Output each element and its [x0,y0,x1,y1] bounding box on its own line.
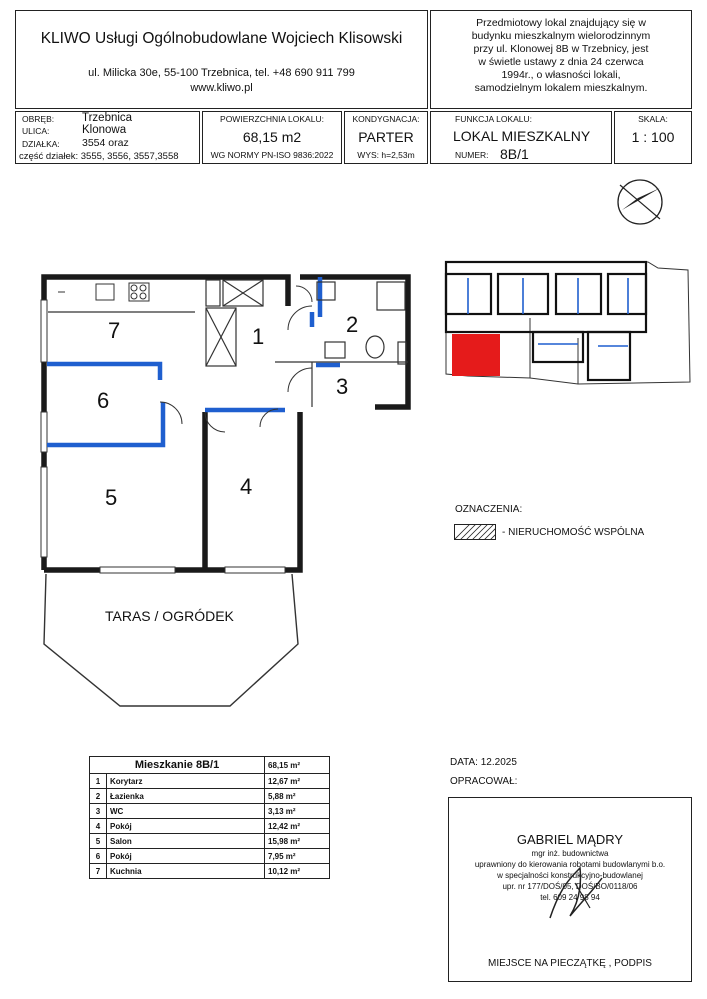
table-row [90,834,330,849]
room-number-5: 5 [105,485,118,510]
row-no: 4 [90,819,107,834]
notice-line-4: w świetle ustawy z dnia 24 czerwca [478,56,644,68]
prepared-label: OPRACOWAŁ: [450,776,518,787]
hatched-swatch-icon [454,524,496,540]
table-row [90,819,330,834]
number-label: NUMER: [455,150,489,160]
ulica-label: ULICA: [22,126,50,136]
function-label: FUNKCJA LOKALU: [455,114,532,124]
row-area: 5,88 m² [265,789,330,804]
row-name: Korytarz [107,774,265,789]
rooms-table [89,756,330,879]
apartment-title: Mieszkanie 8B/1 [90,757,265,774]
table-row [90,864,330,879]
row-area: 3,13 m² [265,804,330,819]
row-name: Pokój [107,819,265,834]
terrace-label: TARAS / OGRÓDEK [105,608,234,624]
notice-line-3: przy ul. Klonowej 8B w Trzebnicy, jest [473,43,649,55]
table-row [90,789,330,804]
rooms-table-wrap [89,756,330,879]
row-name: Kuchnia [107,864,265,879]
header-company-box [15,10,428,109]
key-plan-highlight [452,334,500,376]
terrace-outline [44,574,298,706]
row-no: 1 [90,774,107,789]
engineer-name: GABRIEL MĄDRY [516,832,624,847]
room-number-1: 1 [252,324,265,349]
number-value: 8B/1 [500,146,529,162]
area-value: 68,15 m2 [242,129,302,145]
room-number-4: 4 [240,474,253,499]
row-name: Pokój [107,849,265,864]
apartment-total: 68,15 m² [265,757,330,774]
engineer-line-5: tel. 609 24 98 94 [540,893,600,902]
area-norm: WG NORMY PN-ISO 9836:2022 [210,150,334,160]
engineer-line-2: uprawniony do kierowania robotami budowlanymi b.o. [474,860,666,869]
area-label: POWIERZCHNIA LOKALU: [220,114,324,124]
notice-line-2: budynku mieszkalnym wielorodzinnym [471,30,651,42]
ulica-value: Klonowa [82,124,127,136]
row-area: 15,98 m² [265,834,330,849]
dzialka-label: DZIAŁKA: [22,139,60,149]
company-website: www.kliwo.pl [190,82,253,94]
row-name: WC [107,804,265,819]
engineer-line-4: upr. nr 177/DOŚ/05, DOŚ/BO/0118/06 [502,882,638,891]
legend-item: - NIERUCHOMOŚĆ WSPÓLNA [502,527,645,538]
row-area: 10,12 m² [265,864,330,879]
function-value: LOKAL MIESZKALNY [453,128,591,144]
room-number-7: 7 [108,318,121,343]
czesc-dzialek: część działek: 3555, 3556, 3557,3558 [19,151,179,162]
floor-value: PARTER [358,129,414,145]
room-number-6: 6 [97,388,110,413]
table-row [90,849,330,864]
date-label: DATA: 12.2025 [450,757,517,768]
stamp-place-label: MIEJSCE NA PIECZĄTKĘ , PODPIS [488,958,652,969]
row-area: 7,95 m² [265,849,330,864]
row-no: 7 [90,864,107,879]
row-no: 3 [90,804,107,819]
company-address: ul. Milicka 30e, 55-100 Trzebnica, tel. +48 690 911 799 [88,67,355,79]
table-row [90,774,330,789]
engineer-line-1: mgr inż. budownictwa [531,849,609,858]
row-no: 2 [90,789,107,804]
rooms-table-header [90,757,330,774]
notice-line-6: samodzielnym lokalem mieszkalnym. [474,82,648,94]
key-plan [438,258,693,388]
row-no: 6 [90,849,107,864]
scale-value: 1 : 100 [631,129,675,145]
legend-title: OZNACZENIA: [455,504,523,515]
room-number-3: 3 [336,374,349,399]
scale-label: SKALA: [638,114,668,124]
company-name: KLIWO Usługi Ogólnobudowlane Wojciech Klisowski [40,30,403,47]
row-area: 12,67 m² [265,774,330,789]
kitchen-appliances [58,283,149,301]
row-name: Salon [107,834,265,849]
notice-line-5: 1994r., o własności lokali, [501,69,621,81]
handwritten-signature [540,858,610,928]
engineer-line-3: w specjalności konstrukcyjno-budowlanej [497,871,643,880]
obreb-label: OBRĘB: [22,114,55,124]
row-area: 12,42 m² [265,819,330,834]
floor-plan [30,272,430,712]
dzialka-value: 3554 oraz [82,137,129,149]
room-number-2: 2 [346,312,359,337]
row-name: Łazienka [107,789,265,804]
north-arrow-icon [614,176,666,228]
floor-height: WYS: h=2,53m [357,150,415,160]
obreb-value: Trzebnica [82,112,133,124]
notice-line-1: Przedmiotowy lokal znajdujący się w [476,17,646,29]
row-no: 5 [90,834,107,849]
floor-label: KONDYGNACJA: [352,114,420,124]
table-row [90,804,330,819]
partitions [47,277,340,445]
